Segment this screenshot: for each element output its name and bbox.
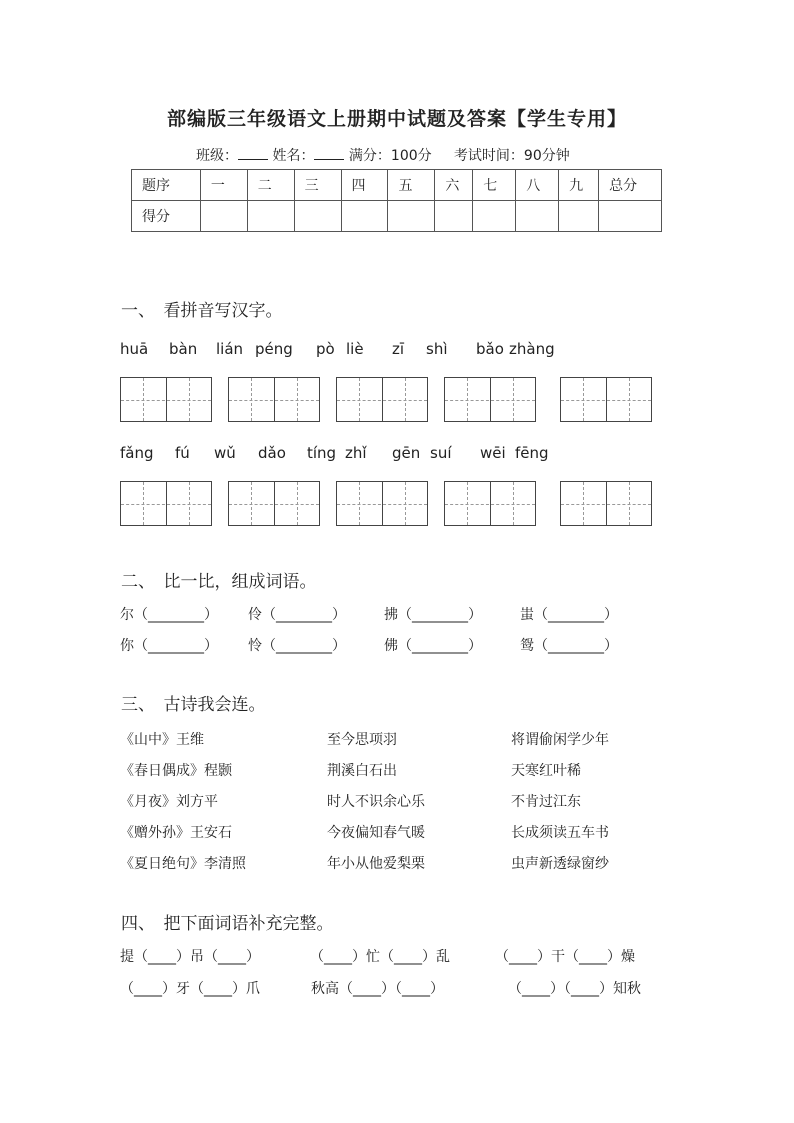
pinyin-syllable: wēi — [480, 444, 506, 462]
pinyin-syllable: shì — [426, 340, 448, 358]
compare-item[interactable]: 伶（________） — [248, 607, 346, 623]
score-cell[interactable] — [599, 201, 662, 232]
section1-title: 一、 看拼音写汉字。 — [121, 301, 283, 321]
poem-title[interactable]: 《赠外孙》王安石 — [120, 825, 232, 841]
pinyin-syllable: huā — [120, 340, 149, 358]
poem-line[interactable]: 不肯过江东 — [511, 794, 581, 810]
idiom-item[interactable]: （____）牙（____）爪 — [120, 981, 260, 997]
writing-box[interactable] — [336, 377, 428, 422]
pinyin-syllable: lián — [216, 340, 244, 358]
score-header-cell: 一 — [200, 170, 247, 201]
writing-box[interactable] — [444, 377, 536, 422]
poem-line[interactable]: 将谓偷闲学少年 — [511, 732, 609, 748]
class-blank[interactable] — [238, 147, 268, 160]
exam-time: 考试时间：90分钟 — [453, 148, 570, 164]
writing-box[interactable] — [560, 481, 652, 526]
score-header-cell: 四 — [341, 170, 388, 201]
poem-line[interactable]: 天寒红叶稀 — [511, 763, 581, 779]
compare-item[interactable]: 尔（________） — [120, 607, 218, 623]
pinyin-syllable: bàn — [169, 340, 198, 358]
writing-box[interactable] — [120, 481, 212, 526]
section2-title: 二、 比一比，组成词语。 — [121, 572, 317, 592]
poem-title[interactable]: 《月夜》刘方平 — [120, 794, 218, 810]
score-header-cell: 九 — [559, 170, 599, 201]
pinyin-syllable: suí — [430, 444, 452, 462]
compare-item[interactable]: 佛（________） — [384, 638, 482, 654]
pinyin-syllable: pò — [316, 340, 335, 358]
compare-item[interactable]: 怜（________） — [248, 638, 346, 654]
poem-line[interactable]: 今夜偏知春气暖 — [327, 825, 425, 841]
score-header-cell: 题序 — [132, 170, 201, 201]
idiom-item[interactable]: （____）（____）知秋 — [508, 981, 641, 997]
pinyin-syllable: bǎo — [476, 340, 504, 358]
pinyin-syllable: dǎo — [258, 444, 286, 462]
page-title: 部编版三年级语文上册期中试题及答案【学生专用】 — [166, 108, 627, 130]
pinyin-syllable: péng — [255, 340, 293, 358]
poem-line[interactable]: 时人不识余心乐 — [327, 794, 425, 810]
compare-item[interactable]: 拂（________） — [384, 607, 482, 623]
idiom-item[interactable]: 秋高（____）（____） — [311, 981, 444, 997]
score-header-cell: 二 — [247, 170, 294, 201]
score-header-cell: 八 — [516, 170, 559, 201]
poem-line[interactable]: 至今思项羽 — [327, 732, 397, 748]
pinyin-syllable: liè — [346, 340, 364, 358]
name-label: 姓名： — [272, 148, 315, 164]
idiom-item[interactable]: （____）干（____）燥 — [495, 949, 635, 965]
score-header-cell: 三 — [294, 170, 341, 201]
poem-line[interactable]: 荆溪白石出 — [327, 763, 397, 779]
score-header-cell: 六 — [435, 170, 473, 201]
score-cell[interactable] — [294, 201, 341, 232]
score-cell[interactable] — [516, 201, 559, 232]
writing-box[interactable] — [444, 481, 536, 526]
class-label: 班级： — [196, 148, 238, 164]
score-cell[interactable] — [247, 201, 294, 232]
pinyin-syllable: zī — [392, 340, 405, 358]
poem-title[interactable]: 《春日偶成》程颢 — [120, 763, 232, 779]
pinyin-syllable: fǎng — [120, 444, 154, 462]
pinyin-syllable: wǔ — [214, 444, 236, 462]
score-cell[interactable] — [473, 201, 516, 232]
score-cell[interactable] — [559, 201, 599, 232]
poem-title[interactable]: 《夏日绝句》李清照 — [120, 856, 246, 872]
pinyin-syllable: gēn — [392, 444, 421, 462]
writing-box[interactable] — [336, 481, 428, 526]
section4-title: 四、 把下面词语补充完整。 — [121, 914, 334, 934]
writing-box[interactable] — [228, 377, 320, 422]
name-blank[interactable] — [314, 147, 344, 160]
pinyin-syllable: tíng — [307, 444, 337, 462]
exam-info — [196, 145, 570, 165]
pinyin-syllable: zhǐ — [345, 444, 367, 462]
score-row-label: 得分 — [132, 201, 201, 232]
poem-line[interactable]: 年小从他爱梨栗 — [327, 856, 425, 872]
pinyin-syllable: fú — [175, 444, 190, 462]
idiom-item[interactable]: 提（____）吊（____） — [120, 949, 260, 965]
score-cell[interactable] — [200, 201, 247, 232]
score-cell[interactable] — [341, 201, 388, 232]
pinyin-syllable: fēng — [515, 444, 549, 462]
writing-box[interactable] — [120, 377, 212, 422]
compare-item[interactable]: 你（________） — [120, 638, 218, 654]
poem-title[interactable]: 《山中》王维 — [120, 732, 204, 748]
score-cell[interactable] — [435, 201, 473, 232]
poem-line[interactable]: 虫声新透绿窗纱 — [511, 856, 609, 872]
score-value-row — [132, 201, 662, 232]
writing-box[interactable] — [560, 377, 652, 422]
idiom-item[interactable]: （____）忙（____）乱 — [310, 949, 450, 965]
full-score: 满分：100分 — [348, 148, 432, 164]
pinyin-syllable: zhàng — [509, 340, 555, 358]
score-header-row — [132, 170, 662, 201]
compare-item[interactable]: 蚩（________） — [520, 607, 618, 623]
poem-line[interactable]: 长成须读五车书 — [511, 825, 609, 841]
score-header-cell: 五 — [388, 170, 435, 201]
section3-title: 三、 古诗我会连。 — [121, 695, 266, 715]
score-table — [131, 169, 662, 232]
score-header-cell: 总分 — [599, 170, 662, 201]
compare-item[interactable]: 鸳（________） — [520, 638, 618, 654]
score-cell[interactable] — [388, 201, 435, 232]
score-header-cell: 七 — [473, 170, 516, 201]
writing-box[interactable] — [228, 481, 320, 526]
